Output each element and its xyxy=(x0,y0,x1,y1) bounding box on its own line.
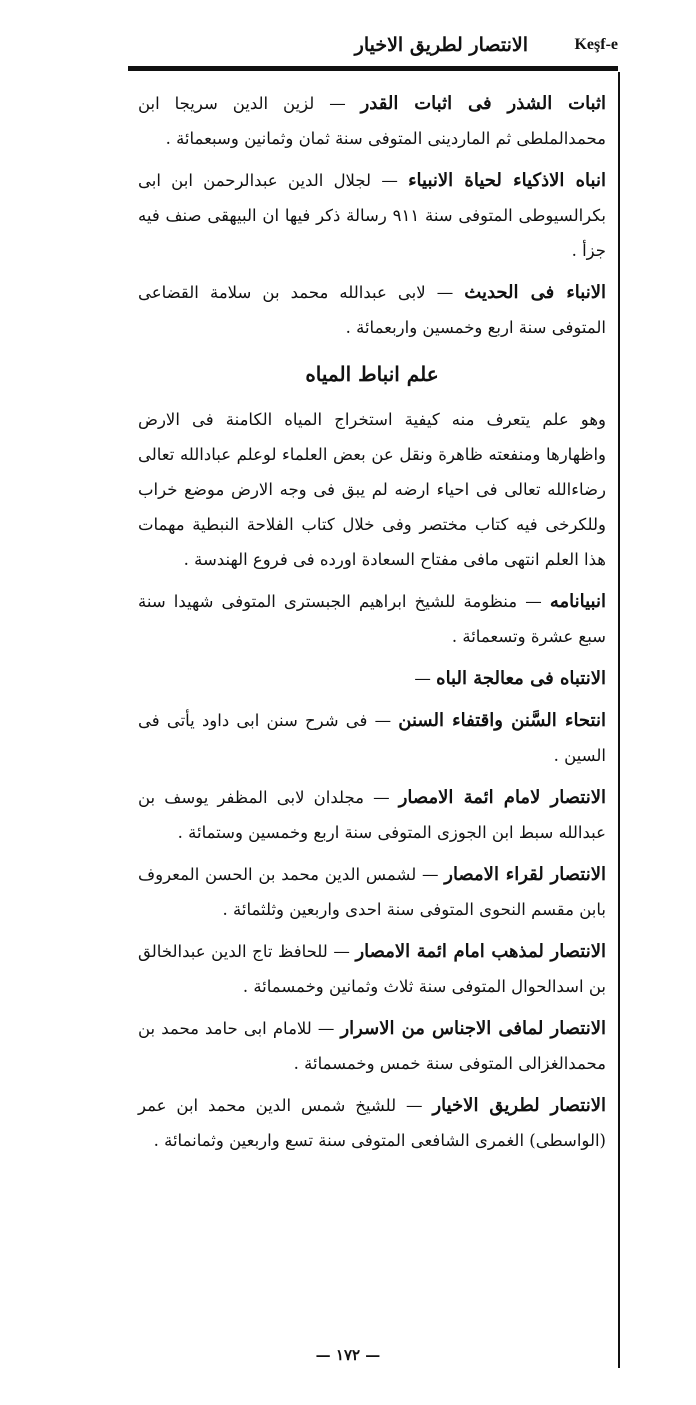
entry-text: — لزين الدين سريجا ابن محمدالملطى ثم الماردينى المتوفى سنة ثمان وثمانين وسبعمائة . xyxy=(138,94,606,148)
entry xyxy=(138,857,606,927)
running-tag: Keşf-e xyxy=(574,36,618,53)
margin-rule xyxy=(618,72,620,1368)
section-body xyxy=(138,402,606,577)
entry-title: الانتصار لامام ائمة الامصار xyxy=(398,787,606,808)
entry xyxy=(138,1011,606,1081)
entry-text: — فى شرح سنن ابى داود يأتى فى السين . xyxy=(138,711,606,765)
entry xyxy=(138,703,606,773)
main-text xyxy=(138,86,606,1165)
section-heading: علم انباط المياه xyxy=(305,362,439,386)
entry-title: الانباء فى الحديث xyxy=(464,282,606,303)
entry-title: اثبات الشذر فى اثبات القدر xyxy=(360,93,606,114)
entry-title: الانتباه فى معالجة الباه xyxy=(436,668,606,689)
entry-text: — لابى عبدالله محمد بن سلامة القضاعى المتوفى سنة اربع وخمسين واربعمائة . xyxy=(138,283,606,337)
entry-title: انباه الاذكياء لحياة الانبياء xyxy=(408,170,606,191)
entry-text: — xyxy=(414,669,437,688)
entry-text: — للشيخ شمس الدين محمد ابن عمر (الواسطى) الغمرى الشافعى المتوفى سنة تسع واربعين وثمانمائة . xyxy=(138,1096,606,1150)
page-header xyxy=(128,34,618,66)
entry-text: — للحافظ تاج الدين عبدالخالق بن اسدالحوال المتوفى سنة ثلاث وثمانين وخمسمائة . xyxy=(138,942,606,996)
entry-text: — للامام ابى حامد محمد بن محمدالغزالى المتوفى سنة خمس وخمسمائة . xyxy=(138,1019,606,1073)
running-title: الانتصار لطريق الاخيار xyxy=(354,34,528,56)
entry-title: انتحاء السَّنن واقتفاء السنن xyxy=(398,710,606,731)
entry xyxy=(138,934,606,1004)
entry xyxy=(138,1088,606,1158)
section-paragraph: وهو علم يتعرف منه كيفية استخراج المياه الكامنة فى الارض واظهارها ومنفعته ظاهرة ونقل عن بعض العلماء لوعلم عبادالله تعالى رضاءالله تعالى فى احياء ارضه لم يبق فى وجه الارض موضع خراب وللكرخى فيه كتاب مختصر وفى خلال كتاب الفلاحة النبطية مهمات هذا العلم انتهى مافى مفتاح السعادة اورده فى فروع الهندسة . xyxy=(138,410,606,569)
entry-title: الانتصار لطريق الاخيار xyxy=(432,1095,606,1116)
entry xyxy=(138,86,606,156)
entry-title: الانتصار لمذهب امام ائمة الامصار xyxy=(355,941,607,962)
entry-title: الانتصار لقراء الامصار xyxy=(444,864,606,885)
header-rule xyxy=(128,66,618,71)
entry xyxy=(138,584,606,654)
page-number: — ١٧٢ — xyxy=(315,1346,381,1364)
entry-text: — مجلدان لابى المظفر يوسف بن عبدالله سبط ابن الجوزى المتوفى سنة اربع وخمسين وستمائة . xyxy=(138,788,606,842)
entry xyxy=(138,163,606,268)
entry-title: الانتصار لمافى الاجناس من الاسرار xyxy=(340,1018,606,1039)
entry xyxy=(138,661,606,696)
entry-text: — منظومة للشيخ ابراهيم الجبسترى المتوفى شهيدا سنة سبع عشرة وتسعمائة . xyxy=(138,592,606,646)
entry-text: — لشمس الدين محمد بن الحسن المعروف بابن مقسم النحوى المتوفى سنة احدى واربعين وثلثمائة . xyxy=(138,865,606,919)
entry-text: — لجلال الدين عبدالرحمن ابن ابى بكرالسيوطى المتوفى سنة ٩١١ رسالة ذكر فيها ان البيهقى صنف فيه جزأ . xyxy=(138,171,606,260)
entry-title: انبيانامه xyxy=(549,591,606,612)
entry xyxy=(138,275,606,345)
entry xyxy=(138,780,606,850)
